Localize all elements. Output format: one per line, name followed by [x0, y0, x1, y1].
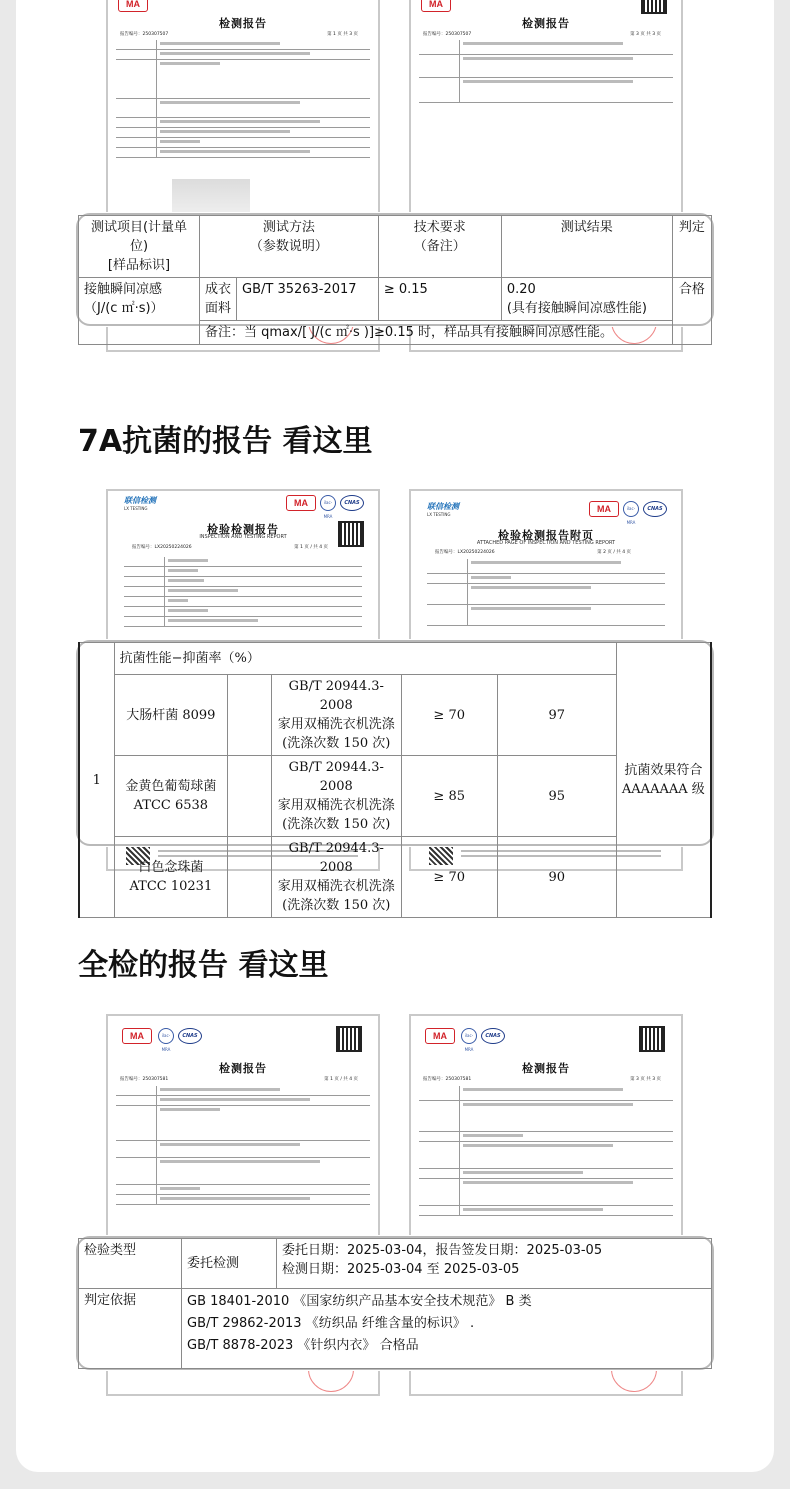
report-body-lines [419, 40, 673, 103]
report-subtitle: INSPECTION AND TESTING REPORT [199, 534, 287, 540]
header-item: 测试项目(计量单位) [样品标识] [79, 216, 200, 278]
basis-cell: GB 18401-2010 《国家纺织产品基本安全技术规范》 B 类 GB/T 29862-2013 《纺织品 纤维含量的标识》 . GB/T 8878-2023 《针织内衣》 合格品 [182, 1289, 712, 1369]
spacer-cell [228, 675, 272, 756]
header-requirement: 技术要求 （备注） [378, 216, 501, 278]
report-body-lines [419, 1086, 673, 1216]
method-cell: GB/T 20944.3-2008 家用双桶洗衣机洗涤 (洗涤次数 150 次) [271, 837, 401, 918]
header-verdict: 判定 [672, 216, 711, 278]
cma-logo: MA [425, 1028, 455, 1044]
result-cell: 97 [497, 675, 616, 756]
report-title: 检测报告 [522, 1062, 570, 1075]
report-number: 报告编号：250307507 [423, 32, 472, 37]
report-body-lines [116, 40, 370, 158]
header-method: 测试方法 （参数说明） [200, 216, 379, 278]
ilac-logo: ilac-MRA [158, 1028, 174, 1044]
strain-staph: 金黄色葡萄球菌 ATCC 6538 [114, 756, 227, 837]
page-number: 第 1 页 / 共 4 页 [294, 545, 328, 550]
spacer-cell [228, 756, 272, 837]
report-title: 检测报告 [522, 17, 570, 30]
report-title: 检测报告 [219, 1062, 267, 1075]
inspection-info-table [78, 1238, 712, 1369]
evaluation-cell: 抗菌效果符合 AAAAAAA 级 [616, 643, 711, 918]
cma-logo: MA [118, 0, 148, 12]
result-cell: 90 [497, 837, 616, 918]
type-value: 委托检测 [182, 1239, 277, 1289]
method-cell: GB/T 20944.3-2008 家用双桶洗衣机洗涤 (洗涤次数 150 次) [271, 675, 401, 756]
cell-item: 接触瞬间凉感（J/(c ㎡·s)） [79, 278, 200, 345]
cnas-logo: CNAS [643, 501, 667, 517]
cell-note: 备注：当 qmax/[ J/(c ㎡·s )]≥0.15 时，样品具有接触瞬间凉感性能。 [200, 321, 673, 345]
result-cell: 95 [497, 756, 616, 837]
qr-code [338, 521, 364, 547]
group-title: 抗菌性能−抑菌率（%） [114, 643, 616, 675]
cnas-logo: CNAS [340, 495, 364, 511]
report-body-lines [124, 557, 362, 627]
full-inspection-heading: 全检的报告 看这里 [78, 948, 329, 983]
basis-label: 判定依据 [79, 1289, 182, 1369]
report-body-lines [116, 1086, 370, 1205]
page-number: 第 1 页 共 3 页 [327, 32, 358, 37]
ilac-logo: ilac-MRA [461, 1028, 477, 1044]
cell-result: 0.20 (具有接触瞬间凉感性能) [501, 278, 672, 321]
cell-verdict: 合格 [672, 278, 711, 345]
ilac-logo: ilac-MRA [623, 501, 639, 517]
page-number: 第 3 页 共 3 页 [630, 1077, 661, 1082]
zoom-antibacterial-table [76, 640, 714, 913]
report-title: 检验检测报告 [207, 523, 279, 536]
report-title: 检测报告 [219, 17, 267, 30]
page-number: 第 3 页 共 3 页 [630, 32, 661, 37]
cnas-logo: CNAS [178, 1028, 202, 1044]
method-cell: GB/T 20944.3-2008 家用双桶洗衣机洗涤 (洗涤次数 150 次) [271, 756, 401, 837]
type-label: 检验类型 [79, 1239, 182, 1289]
report-title: 检验检测报告附页 [498, 529, 594, 542]
ilac-logo: ilac-MRA [320, 495, 336, 511]
qr-code [641, 0, 667, 14]
header-result: 测试结果 [501, 216, 672, 278]
zoom-cooling-table [76, 213, 714, 340]
cell-sample: 成衣面料 [200, 278, 237, 321]
report-number: 报告编号：LX20250224026 [132, 545, 192, 550]
page-number: 第 1 页 / 共 4 页 [324, 1077, 358, 1082]
dates-cell: 委托日期：2025-03-04，报告签发日期：2025-03-05 检测日期：2025-03-04 至 2025-03-05 [277, 1239, 712, 1289]
row-number: 1 [79, 643, 114, 918]
antibacterial-heading: 7A抗菌的报告 看这里 [78, 424, 373, 459]
antibacterial-result-table [78, 642, 712, 918]
cnas-logo: CNAS [481, 1028, 505, 1044]
cma-logo: MA [122, 1028, 152, 1044]
zoom-full-table [76, 1236, 714, 1370]
cma-logo: MA [421, 0, 451, 12]
lx-testing-logo: 联信检测 LX TESTING [427, 502, 459, 517]
report-number: 报告编号：250307581 [120, 1077, 169, 1082]
cooling-result-table [78, 215, 712, 345]
qr-code [336, 1026, 362, 1052]
cma-logo: MA [286, 495, 316, 511]
report-number: 报告编号：LX20250224026 [435, 550, 495, 555]
requirement-cell: ≥ 70 [401, 837, 497, 918]
report-number: 报告编号：250307581 [423, 1077, 472, 1082]
page-number: 第 2 页 / 共 4 页 [597, 550, 631, 555]
spacer-cell [228, 837, 272, 918]
requirement-cell: ≥ 70 [401, 675, 497, 756]
cell-requirement: ≥ 0.15 [378, 278, 501, 321]
requirement-cell: ≥ 85 [401, 756, 497, 837]
report-body-lines [427, 559, 665, 626]
qr-code [639, 1026, 665, 1052]
report-number: 报告编号：250307507 [120, 32, 169, 37]
strain-candida: 白色念珠菌 ATCC 10231 [114, 837, 227, 918]
strain-ecoli: 大肠杆菌 8099 [114, 675, 227, 756]
lx-testing-logo: 联信检测 LX TESTING [124, 496, 156, 511]
report-subtitle: ATTACHED PAGE OF INSPECTION AND TESTING REPORT [476, 540, 616, 546]
cell-method: GB/T 35263-2017 [237, 278, 379, 321]
cma-logo: MA [589, 501, 619, 517]
